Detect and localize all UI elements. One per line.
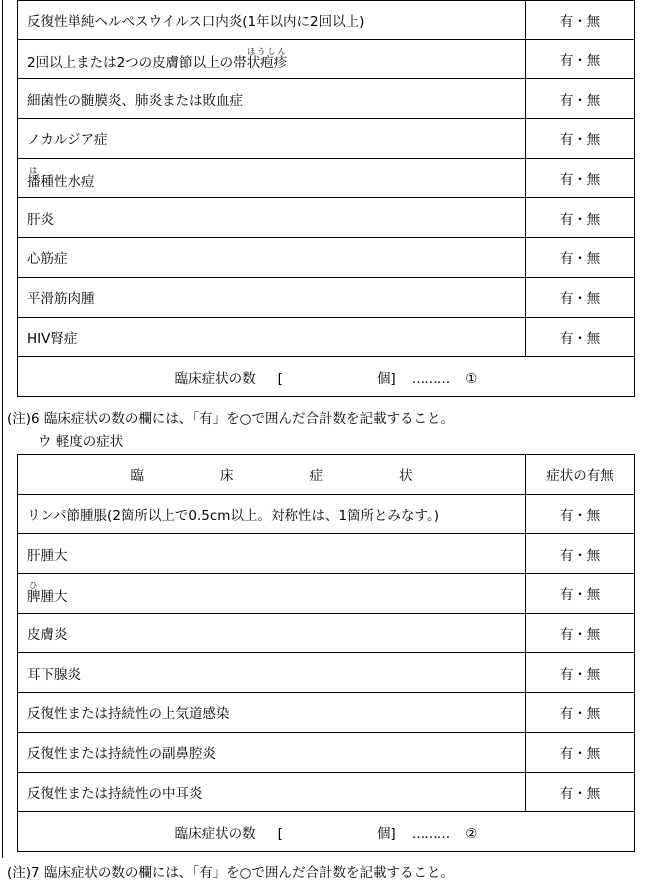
table-row <box>18 732 635 772</box>
section-heading-mild-symptoms: ウ 軽度の症状 <box>38 434 124 450</box>
symptom-name: 肝炎 <box>18 198 526 238</box>
furigana-word: 状疱疹ほうしん <box>246 47 288 72</box>
page-left-border <box>2 0 3 858</box>
symptom-name: 脾ひ腫大 <box>18 574 526 614</box>
table-row <box>18 772 635 812</box>
presence-choice[interactable]: 有・無 <box>526 534 635 574</box>
table-row <box>18 277 635 317</box>
total-row <box>18 812 635 852</box>
table-row <box>18 693 635 733</box>
header-clinical-symptom: 臨 床 症 状 <box>18 455 526 495</box>
furigana-word: 播は <box>27 166 41 191</box>
symptom-name: 反復性または持続性の上気道感染 <box>18 693 526 733</box>
table-row <box>18 119 635 159</box>
table-row <box>18 158 635 198</box>
presence-choice[interactable]: 有・無 <box>526 238 635 278</box>
symptom-name: 皮膚炎 <box>18 613 526 653</box>
presence-choice[interactable]: 有・無 <box>526 574 635 614</box>
presence-choice[interactable]: 有・無 <box>526 79 635 119</box>
note-7: (注)7 臨床症状の数の欄には、「有」を○で囲んだ合計数を記載すること。 <box>7 865 454 881</box>
symptom-name: 反復性または持続性の副鼻腔炎 <box>18 732 526 772</box>
table-header-row <box>18 455 635 495</box>
symptom-table-mild <box>17 454 635 852</box>
symptom-name: リンパ節腫脹(2箇所以上で0.5cm以上。対称性は、1箇所とみなす。) <box>18 494 526 534</box>
presence-choice[interactable]: 有・無 <box>526 1 635 40</box>
total-row <box>18 357 635 397</box>
presence-choice[interactable]: 有・無 <box>526 158 635 198</box>
symptom-name: HIV腎症 <box>18 317 526 357</box>
symptom-name: 反復性単純ヘルペスウイルス口内炎(1年以内に2回以上) <box>18 1 526 40</box>
table-row <box>18 198 635 238</box>
symptom-count-cell[interactable] <box>18 812 635 852</box>
table-row <box>18 317 635 357</box>
leader-dots: ……… <box>411 825 450 842</box>
symptom-name: 耳下腺炎 <box>18 653 526 693</box>
presence-choice[interactable]: 有・無 <box>526 653 635 693</box>
symptom-name: 細菌性の髄膜炎、肺炎または敗血症 <box>18 79 526 119</box>
table-row <box>18 653 635 693</box>
presence-choice[interactable]: 有・無 <box>526 613 635 653</box>
symptom-name: 心筋症 <box>18 238 526 278</box>
note-6: (注)6 臨床症状の数の欄には、「有」を○で囲んだ合計数を記載すること。 <box>7 411 454 427</box>
presence-choice[interactable]: 有・無 <box>526 198 635 238</box>
circled-number-1: ① <box>465 370 478 387</box>
presence-choice[interactable]: 有・無 <box>526 772 635 812</box>
presence-choice[interactable]: 有・無 <box>526 732 635 772</box>
presence-choice[interactable]: 有・無 <box>526 119 635 159</box>
symptom-count-cell[interactable] <box>18 357 635 397</box>
table-row <box>18 1 635 40</box>
count-label: 臨床症状の数 <box>174 825 256 842</box>
symptom-name: ノカルジア症 <box>18 119 526 159</box>
presence-choice[interactable]: 有・無 <box>526 277 635 317</box>
symptom-name: 反復性または持続性の中耳炎 <box>18 772 526 812</box>
circled-number-2: ② <box>465 825 478 842</box>
table-row <box>18 613 635 653</box>
symptom-name: 肝腫大 <box>18 534 526 574</box>
table-row <box>18 534 635 574</box>
table-row <box>18 79 635 119</box>
presence-choice[interactable]: 有・無 <box>526 494 635 534</box>
symptom-name: 播は種性水痘 <box>18 158 526 198</box>
presence-choice[interactable]: 有・無 <box>526 693 635 733</box>
table-row <box>18 238 635 278</box>
symptom-table-upper <box>17 0 635 397</box>
count-unit: 個] <box>376 370 396 387</box>
furigana-word: 脾ひ <box>27 581 41 606</box>
table-row <box>18 574 635 614</box>
open-bracket: [ <box>277 370 283 387</box>
count-label: 臨床症状の数 <box>174 370 256 387</box>
open-bracket: [ <box>277 825 283 842</box>
symptom-name: 平滑筋肉腫 <box>18 277 526 317</box>
table-row <box>18 494 635 534</box>
symptom-name: 2回以上または2つの皮膚節以上の帯状疱疹ほうしん <box>18 39 526 79</box>
table-row <box>18 39 635 79</box>
count-unit: 個] <box>376 825 396 842</box>
leader-dots: ……… <box>411 370 450 387</box>
presence-choice[interactable]: 有・無 <box>526 39 635 79</box>
header-presence: 症状の有無 <box>526 455 635 495</box>
presence-choice[interactable]: 有・無 <box>526 317 635 357</box>
